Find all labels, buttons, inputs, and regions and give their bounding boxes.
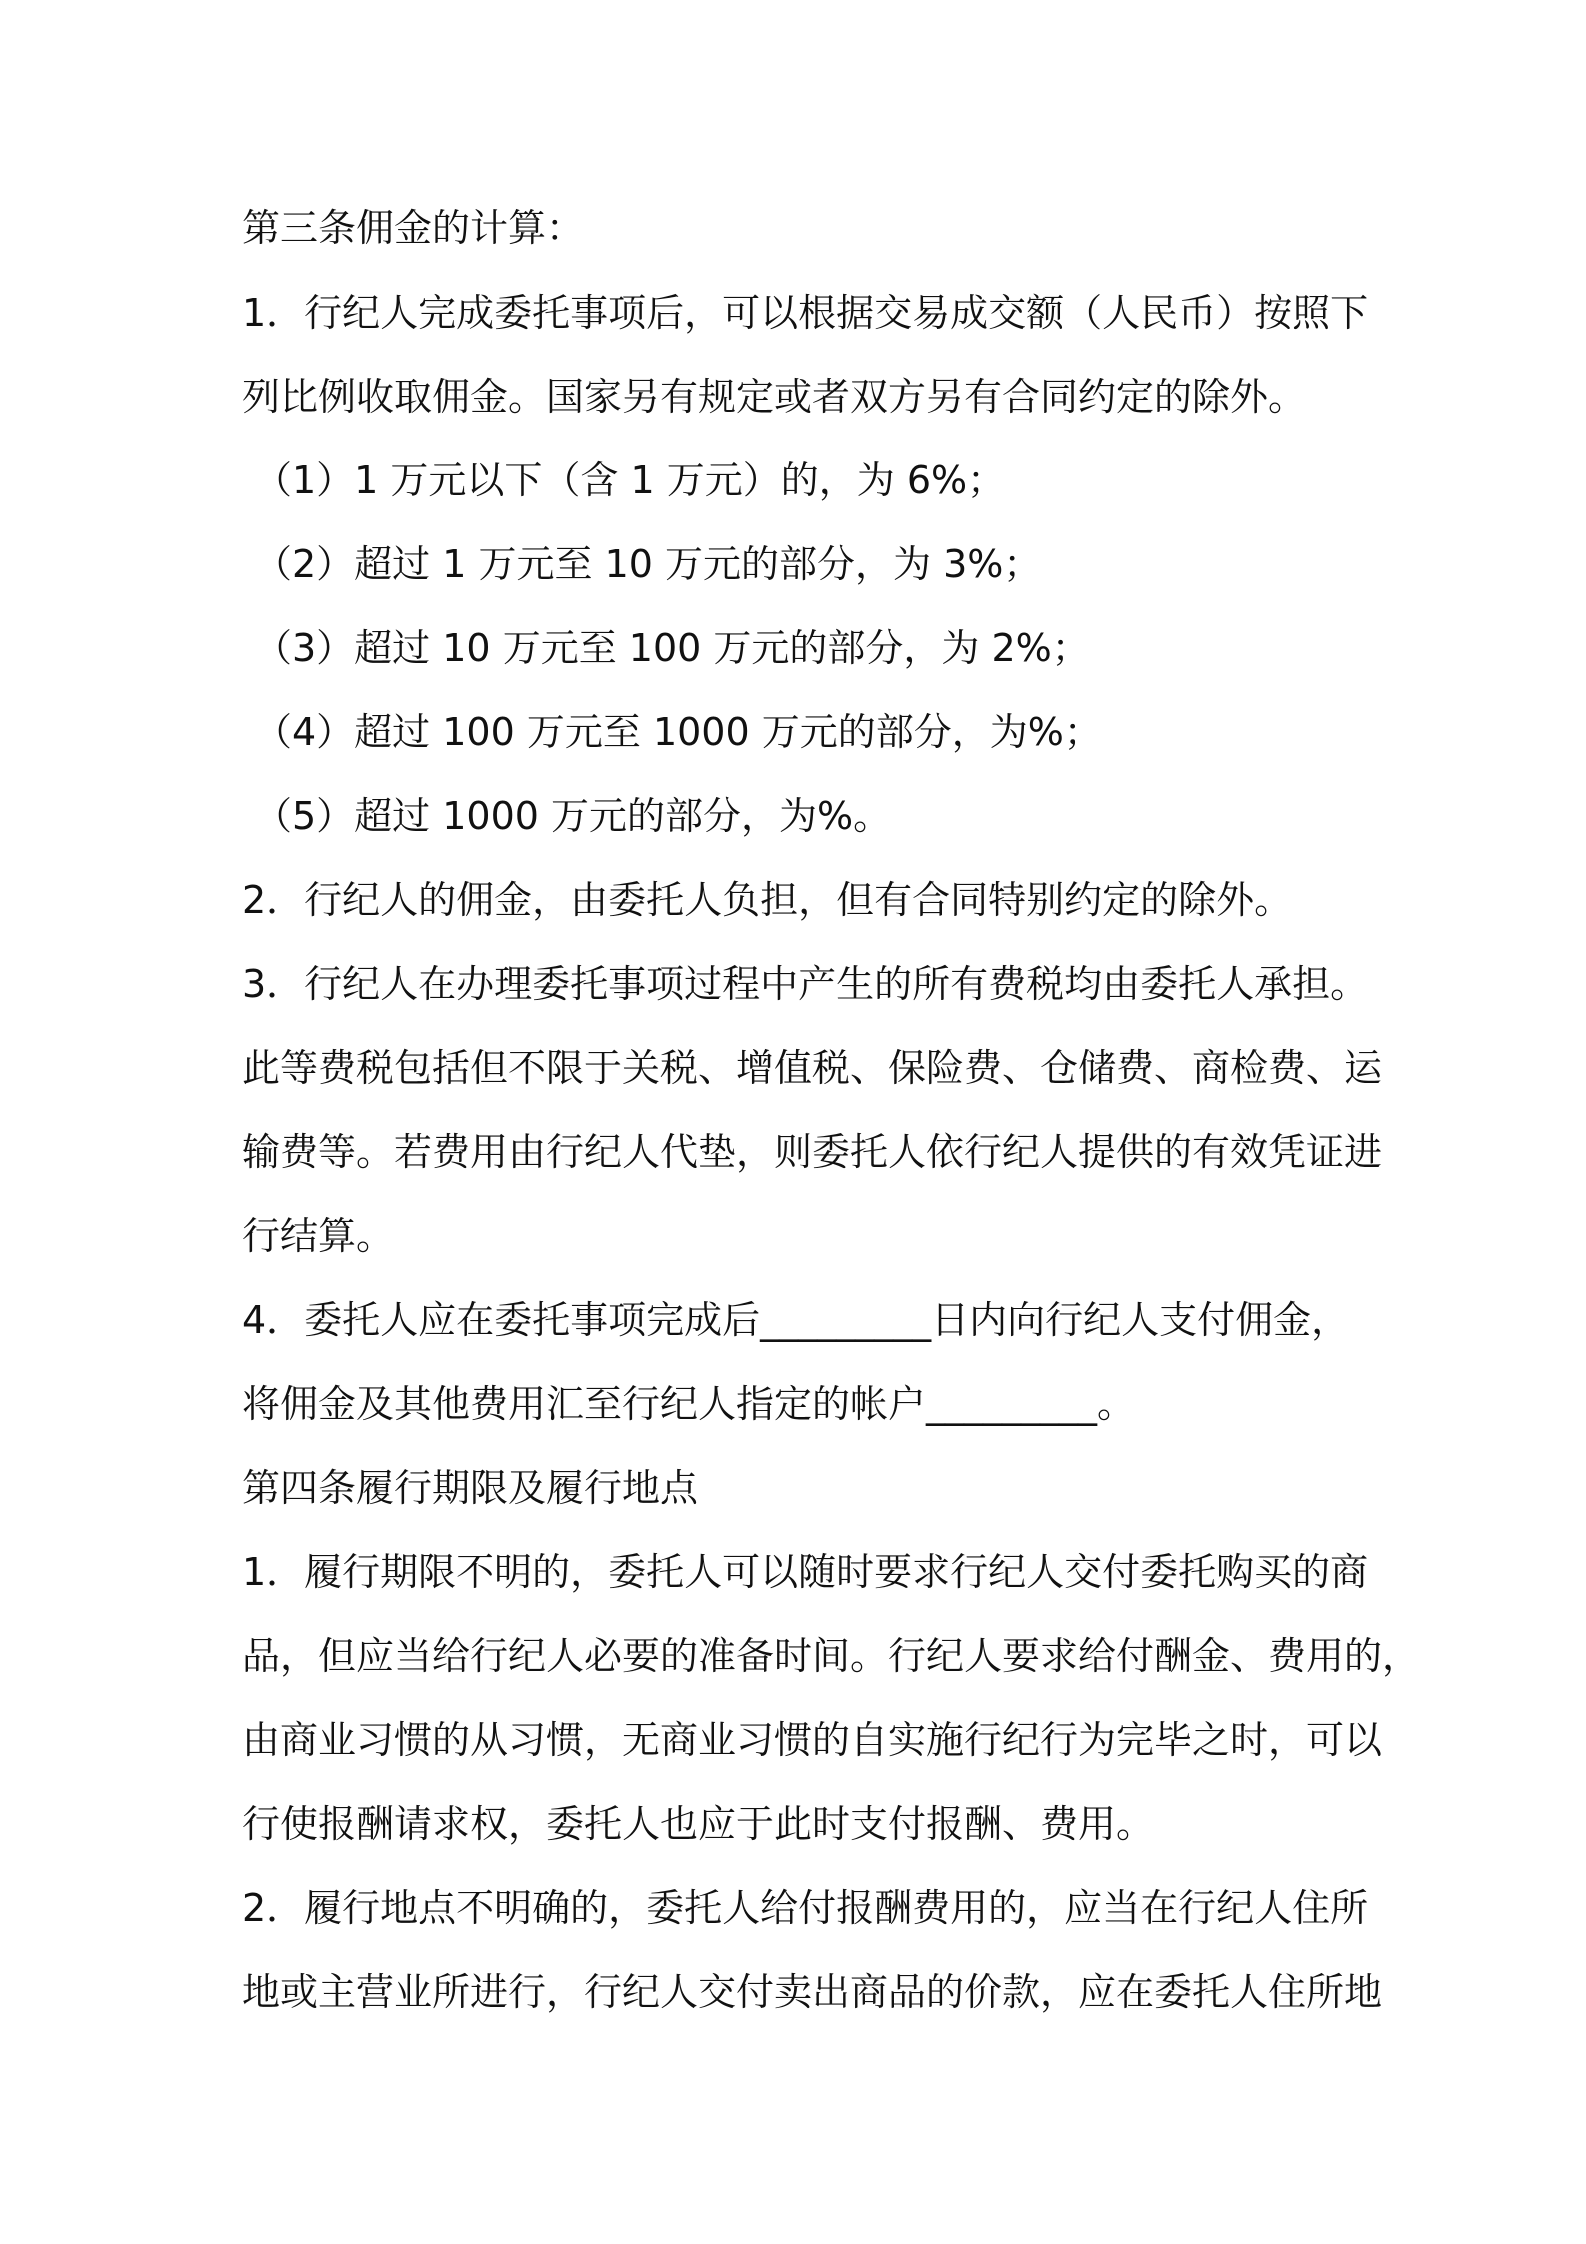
paragraph-line: 1．履行期限不明的，委托人可以随时要求行纪人交付委托购买的商: [242, 1550, 1369, 1594]
paragraph-line: 2．行纪人的佣金，由委托人负担，但有合同特别约定的除外。: [242, 878, 1293, 922]
article-4-heading: 第四条履行期限及履行地点: [242, 1466, 699, 1510]
rate-item-2: （2）超过 1 万元至 10 万元的部分，为 3%；: [254, 542, 1042, 586]
paragraph-line: 列比例收取佣金。国家另有规定或者双方另有合同约定的除外。: [242, 375, 1307, 419]
rate-item-1: （1）1 万元以下（含 1 万元）的，为 6%；: [254, 458, 1006, 502]
paragraph-line: 品，但应当给行纪人必要的准备时间。行纪人要求给付酬金、费用的，: [242, 1634, 1421, 1678]
paragraph-line: 由商业习惯的从习惯，无商业习惯的自实施行纪行为完毕之时，可以: [242, 1718, 1383, 1762]
paragraph-line: 1．行纪人完成委托事项后，可以根据交易成交额（人民币）按照下: [242, 291, 1369, 335]
paragraph-line: 此等费税包括但不限于关税、增值税、保险费、仓储费、商检费、运: [242, 1046, 1383, 1090]
paragraph-line: 行结算。: [242, 1214, 395, 1258]
rate-item-5: （5）超过 1000 万元的部分，为%。: [254, 794, 892, 838]
paragraph-line: 4．委托人应在委托事项完成后_________日内向行纪人支付佣金，: [242, 1298, 1350, 1342]
rate-item-4: （4）超过 100 万元至 1000 万元的部分，为%；: [254, 710, 1102, 754]
paragraph-line: 2．履行地点不明确的，委托人给付报酬费用的，应当在行纪人住所: [242, 1886, 1369, 1930]
rate-item-3: （3）超过 10 万元至 100 万元的部分，为 2%；: [254, 626, 1090, 670]
paragraph-line: 3．行纪人在办理委托事项过程中产生的所有费税均由委托人承担。: [242, 962, 1369, 1006]
paragraph-line: 行使报酬请求权，委托人也应于此时支付报酬、费用。: [242, 1802, 1155, 1846]
paragraph-line: 输费等。若费用由行纪人代垫，则委托人依行纪人提供的有效凭证进: [242, 1130, 1383, 1174]
paragraph-line: 地或主营业所进行，行纪人交付卖出商品的价款，应在委托人住所地: [242, 1970, 1383, 2014]
paragraph-line: 将佣金及其他费用汇至行纪人指定的帐户_________。: [242, 1382, 1136, 1426]
article-3-heading: 第三条佣金的计算：: [242, 206, 585, 250]
